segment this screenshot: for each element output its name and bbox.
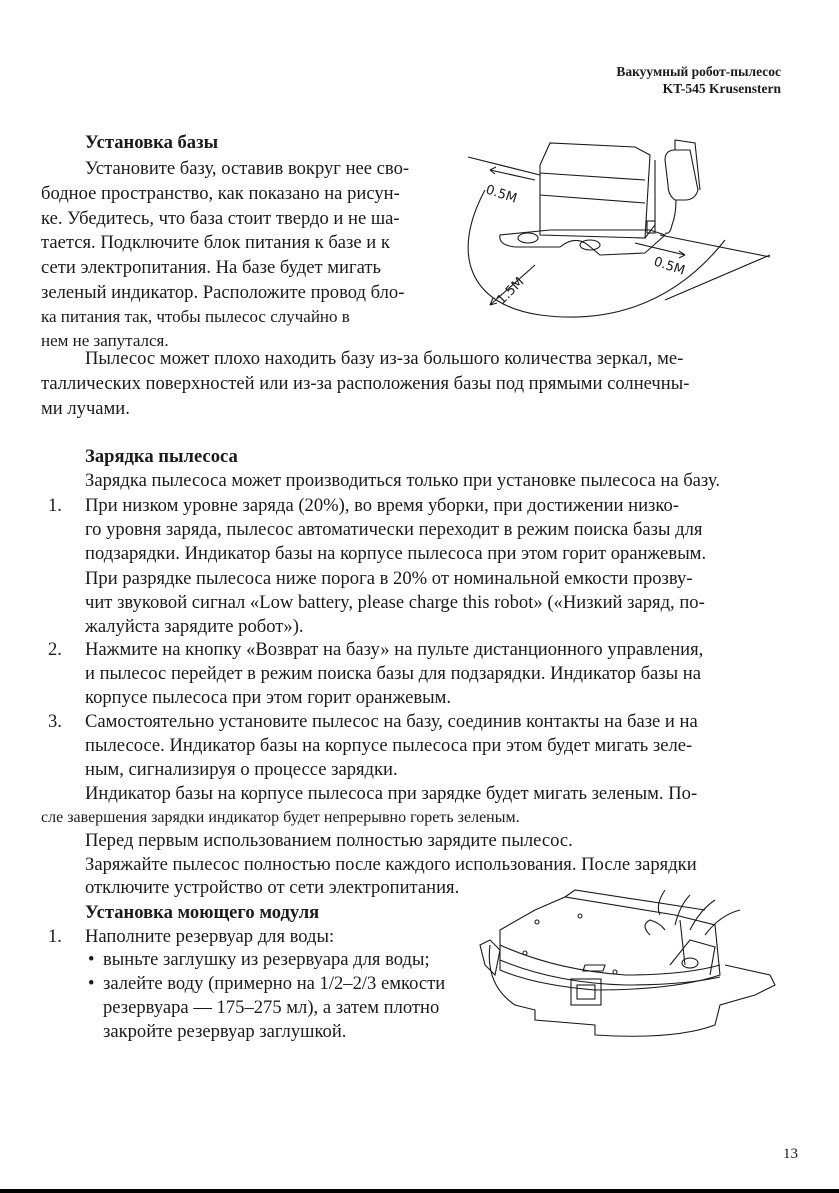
charging-item1-line: подзарядки. Индикатор базы на корпусе пылесоса при этом горит оранжевым. <box>85 543 707 564</box>
mop-bullet-line: выньте заглушку из резервуара для воды; <box>103 949 430 970</box>
after-use-line: отключите устройство от сети электропитания. <box>85 877 460 898</box>
mop-bullet-line: резервуара — 175–275 мл), а затем плотно <box>103 997 440 1018</box>
base-para2-line: ми лучами. <box>41 398 130 419</box>
base-para1-line: ка питания так, чтобы пылесос случайно в <box>41 307 350 326</box>
charging-item1-line: При разрядке пылесоса ниже порога в 20% от номинальной емкости прозву- <box>85 568 693 589</box>
list-number: 1. <box>48 495 62 516</box>
bullet-icon: • <box>88 949 95 970</box>
list-number: 2. <box>48 639 62 660</box>
running-header <box>616 63 781 97</box>
base-para1-line: бодное пространство, как показано на рисун- <box>41 183 400 204</box>
base-para1-line: тается. Подключите блок питания к базе и к <box>41 232 390 253</box>
left-clearance-label: 0.5M <box>483 182 519 207</box>
page-number: 13 <box>783 1146 798 1162</box>
charging-item1-line: При низком уровне заряда (20%), во время уборки, при достижении низко- <box>85 495 679 516</box>
first-use-note: Перед первым использованием полностью зарядите пылесос. <box>85 830 573 851</box>
right-clearance-label: 0.5M <box>651 254 687 279</box>
base-para1-line: Установите базу, оставив вокруг нее сво- <box>85 158 410 179</box>
after-use-line: Заряжайте пылесос полностью после каждого использования. После зарядки <box>85 854 697 875</box>
base-para1-line: зеленый индикатор. Расположите провод бло- <box>41 282 405 303</box>
charging-item1-line: жалуйста зарядите робот»). <box>85 616 304 637</box>
charging-item3-line: Самостоятельно установите пылесос на базу, соединив контакты на базе и на <box>85 711 698 732</box>
header-product-type: Вакуумный робот-пылесос <box>616 64 781 79</box>
charging-item2-line: Нажмите на кнопку «Возврат на базу» на пульте дистанционного управления, <box>85 639 704 660</box>
indicator-note-line: сле завершения зарядки индикатор будет непрерывно гореть зеленым. <box>41 809 520 826</box>
docking-station-clearance-figure <box>440 135 800 320</box>
charging-item2-line: и пылесос перейдет в режим поиска базы для подзарядки. Индикатор базы на <box>85 663 701 684</box>
section-title-charging: Зарядка пылесоса <box>85 446 238 467</box>
base-para2-line: Пылесос может плохо находить базу из-за большого количества зеркал, ме- <box>85 348 684 369</box>
base-para1-line: нем не запутался. <box>41 331 169 350</box>
section-title-base-installation: Установка базы <box>85 132 219 153</box>
section-title-mop-module: Установка моющего модуля <box>85 902 320 923</box>
mop-module-water-tank-figure <box>475 885 785 1045</box>
mop-bullet-line: закройте резервуар заглушкой. <box>103 1021 347 1042</box>
mop-bullet-line: залейте воду (примерно на 1/2–2/3 емкости <box>103 973 446 994</box>
bullet-icon: • <box>88 973 95 994</box>
front-clearance-label: 1.5M <box>494 274 528 308</box>
base-para1-line: ке. Убедитесь, что база стоит твердо и не ша- <box>41 208 400 229</box>
charging-item2-line: корпусе пылесоса при этом горит оранжевым. <box>85 687 452 708</box>
bottom-rule <box>0 1189 839 1193</box>
list-number: 1. <box>48 926 62 947</box>
charging-item3-line: ным, сигнализируя о процессе зарядки. <box>85 759 398 780</box>
charging-item3-line: пылесосе. Индикатор базы на корпусе пылесоса при этом будет мигать зеле- <box>85 735 693 756</box>
mop-step1-text: Наполните резервуар для воды: <box>85 926 335 947</box>
header-model: KT-545 Krusenstern <box>662 81 781 96</box>
charging-item1-line: го уровня заряда, пылесос автоматически переходит в режим поиска базы для <box>85 519 703 540</box>
base-para1-line: сети электропитания. На базе будет мигать <box>41 257 381 278</box>
base-para2-line: таллических поверхностей или из-за расположения базы под прямыми солнечны- <box>41 373 690 394</box>
indicator-note-line: Индикатор базы на корпусе пылесоса при зарядке будет мигать зеленым. По- <box>85 783 698 804</box>
list-number: 3. <box>48 711 62 732</box>
charging-item1-line: чит звуковой сигнал «Low battery, please charge this robot» («Низкий заряд, по- <box>85 592 705 613</box>
charging-intro: Зарядка пылесоса может производиться только при установке пылесоса на базу. <box>85 470 720 491</box>
